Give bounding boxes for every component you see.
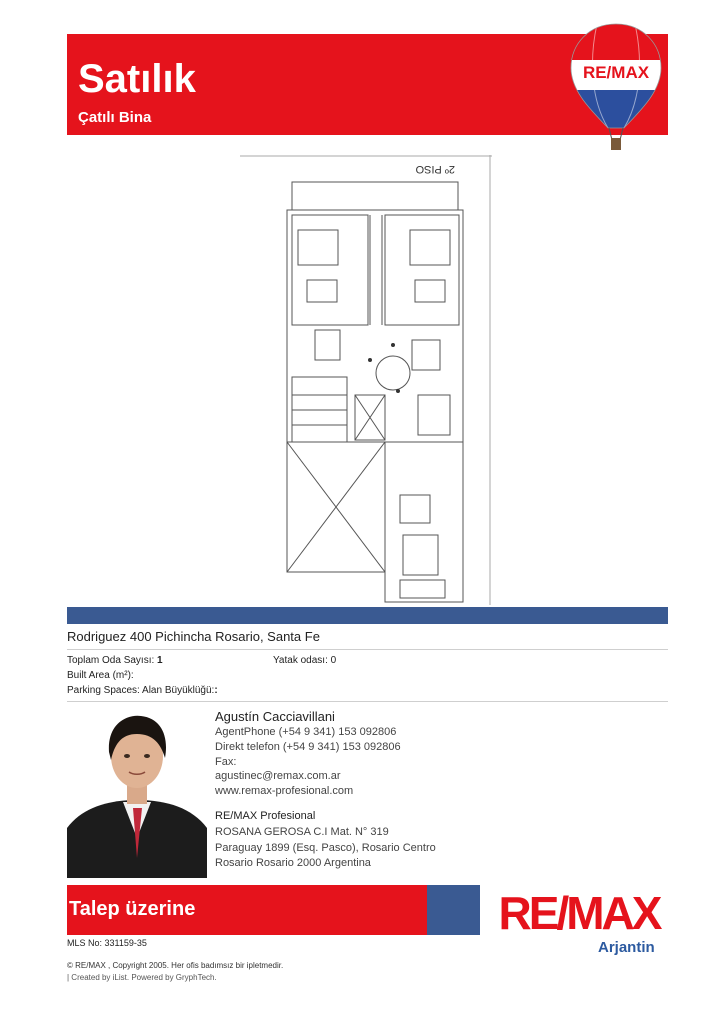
- rooms-fact: [67, 655, 163, 666]
- property-address: Rodriguez 400 Pichincha Rosario, Santa Fe: [67, 629, 320, 644]
- office-name: RE/MAX Profesional: [215, 810, 316, 822]
- price-banner-accent: [427, 885, 480, 935]
- country-label: Arjantin: [598, 939, 655, 956]
- logo-wordmark: RE/MAX: [498, 887, 660, 939]
- office-street: Paraguay 1899 (Esq. Pasco), Rosario Centro: [215, 842, 436, 854]
- parking-fact: [67, 685, 218, 696]
- divider-bar: [67, 607, 668, 624]
- rooms-label: Toplam Oda Sayısı:: [67, 655, 155, 666]
- parking-value: :: [214, 685, 218, 696]
- office-broker: ROSANA GEROSA C.I Mat. N° 319: [215, 826, 389, 838]
- listing-type-title: Satılık: [78, 57, 196, 101]
- mls-number: MLS No: 331159-35: [67, 938, 147, 948]
- office-city: Rosario Rosario 2000 Argentina: [215, 857, 371, 869]
- divider-line: [67, 649, 668, 650]
- price-text: Talep üzerine: [69, 898, 196, 920]
- agent-phone: AgentPhone (+54 9 341) 153 092806: [215, 726, 397, 738]
- copyright-text: © RE/MAX , Copyright 2005. Her ofis badımsız bir ipletmedir.: [67, 961, 284, 970]
- agent-fax: Fax:: [215, 756, 237, 768]
- agent-website-link[interactable]: www.remax-profesional.com: [215, 785, 354, 797]
- property-type-subtitle: Çatılı Bina: [78, 109, 152, 126]
- agent-name: Agustín Cacciavillani: [215, 709, 335, 724]
- svg-text:RE/MAX: RE/MAX: [582, 63, 650, 82]
- bedrooms-value: 0: [330, 655, 337, 666]
- built-area-label: Built Area (m²):: [67, 670, 134, 681]
- agent-photo: [67, 708, 207, 878]
- parking-label: Parking Spaces: Alan Büyüklüğü:: [67, 685, 215, 696]
- bedrooms-label: Yatak odası:: [273, 655, 328, 666]
- agent-direct-phone: Direkt telefon (+54 9 341) 153 092806: [215, 741, 401, 753]
- floor-label: 2º PISO: [415, 163, 455, 175]
- rooms-value: 1: [157, 655, 163, 666]
- floor-plan-image: [240, 155, 492, 605]
- credits-text: | Created by iList. Powered by GryphTech.: [67, 973, 217, 982]
- agent-email-link[interactable]: agustinec@remax.com.ar: [215, 770, 341, 782]
- remax-balloon-logo: [567, 20, 665, 155]
- divider-line: [67, 701, 668, 702]
- bedrooms-fact: [273, 655, 336, 666]
